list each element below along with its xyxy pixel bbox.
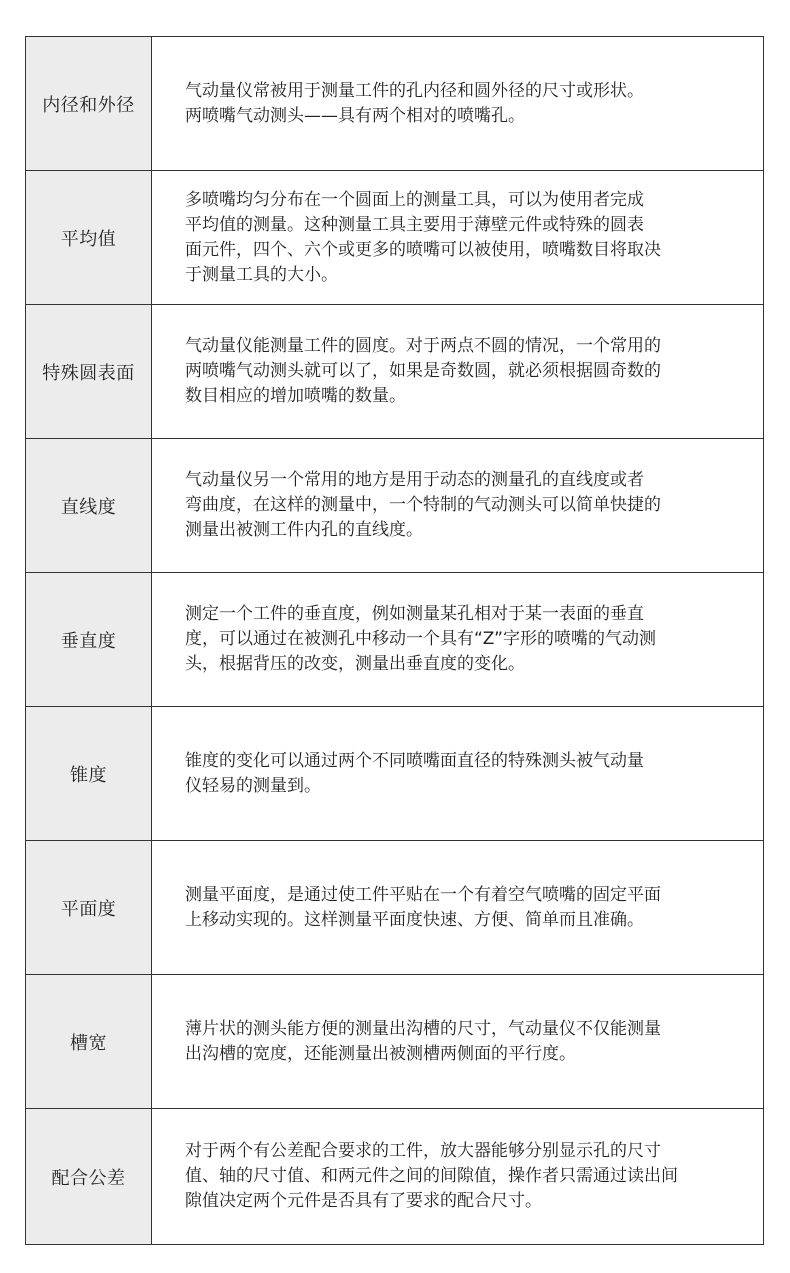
row-description: 测量平面度，是通过使工件平贴在一个有着空气喷嘴的固定平面 上移动实现的。这样测量平面度快速、方便、简单而且准确。 [185, 884, 661, 930]
row-term: 内径和外径 [26, 37, 152, 170]
row-description: 气动量仪常被用于测量工件的孔内径和圆外径的尺寸或形状。 两喷嘴气动测头——具有两个相对的喷嘴孔。 [185, 80, 644, 126]
table-row [26, 305, 763, 439]
row-term: 平均值 [26, 171, 152, 304]
row-term: 平面度 [26, 841, 152, 974]
table-row [26, 1109, 763, 1245]
row-term: 特殊圆表面 [26, 305, 152, 438]
row-term: 直线度 [26, 439, 152, 572]
measurement-table [25, 36, 764, 1245]
row-term: 槽宽 [26, 975, 152, 1108]
row-description: 薄片状的测头能方便的测量出沟槽的尺寸，气动量仪不仅能测量 出沟槽的宽度，还能测量出被测槽两侧面的平行度。 [185, 1018, 661, 1064]
row-term: 锥度 [26, 707, 152, 840]
row-description: 锥度的变化可以通过两个不同喷嘴面直径的特殊测头被气动量 仪轻易的测量到。 [185, 750, 644, 796]
row-description: 多喷嘴均匀分布在一个圆面上的测量工具，可以为使用者完成 平均值的测量。这种测量工具主要用于薄壁元件或特殊的圆表 面元件，四个、六个或更多的喷嘴可以被使用，喷嘴数目将取决 于测量工具的大小。 [185, 189, 661, 285]
row-description: 气动量仪另一个常用的地方是用于动态的测量孔的直线度或者 弯曲度，在这样的测量中，一个特制的气动测头可以简单快捷的 测量出被测工件内孔的直线度。 [185, 470, 661, 540]
row-term: 垂直度 [26, 573, 152, 706]
table-row [26, 707, 763, 841]
table-row [26, 975, 763, 1109]
table-row [26, 841, 763, 975]
row-description: 测定一个工件的垂直度，例如测量某孔相对于某一表面的垂直 度，可以通过在被测孔中移动一个具有“Z”字形的喷嘴的气动测 头，根据背压的改变，测量出垂直度的变化。 [185, 604, 656, 674]
table-row [26, 37, 763, 171]
table-row [26, 573, 763, 707]
row-description: 气动量仪能测量工件的圆度。对于两点不圆的情况，一个常用的 两喷嘴气动测头就可以了，如果是奇数圆，就必须根据圆奇数的 数目相应的增加喷嘴的数量。 [185, 336, 661, 406]
row-term: 配合公差 [26, 1109, 152, 1244]
table-row [26, 439, 763, 573]
table-row [26, 171, 763, 305]
row-description: 对于两个有公差配合要求的工件，放大器能够分别显示孔的尺寸 值、轴的尺寸值、和两元件之间的间隙值，操作者只需通过读出间 隙值决定两个元件是否具有了要求的配合尺寸。 [185, 1141, 678, 1211]
